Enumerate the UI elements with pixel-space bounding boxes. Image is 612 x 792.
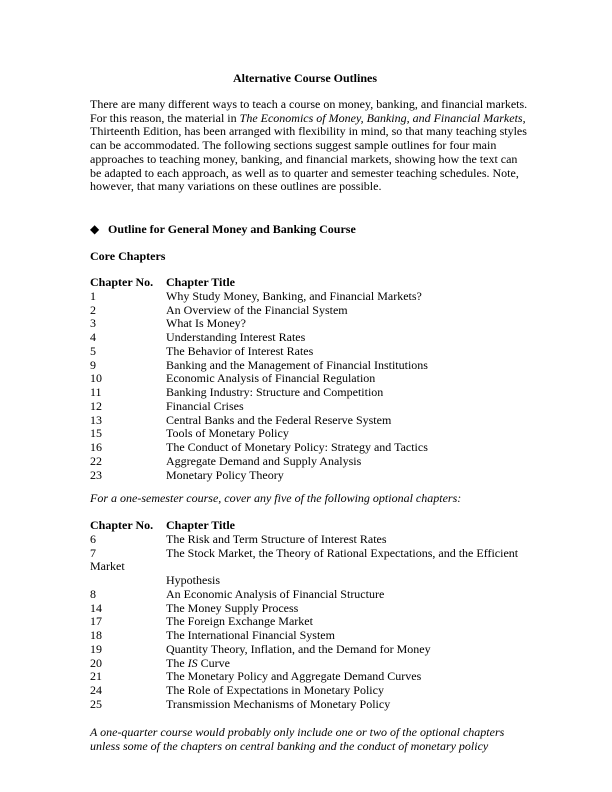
chapter-title: An Overview of the Financial System — [166, 302, 348, 317]
chapter-title: Transmission Mechanisms of Monetary Policy — [166, 696, 391, 711]
optional-chapters-table — [90, 519, 530, 712]
table-row — [90, 290, 530, 304]
chapter-title-pre: The — [166, 655, 188, 670]
col-header-title: Chapter Title — [166, 518, 236, 532]
chapter-title: The Conduct of Monetary Policy: Strategy and Tactics — [166, 440, 428, 454]
chapter-number: 21 — [90, 669, 102, 684]
chapter-number: 22 — [90, 453, 102, 468]
table-row — [90, 359, 530, 373]
table-row — [90, 533, 530, 547]
chapter-number: 8 — [90, 586, 96, 601]
diamond-bullet-icon: ◆ — [90, 222, 100, 236]
table-row — [90, 386, 530, 400]
book-title: The Economics of Money, Banking, and Financial Markets, — [239, 110, 526, 125]
chapter-title: The Stock Market, the Theory of Rational Expectations, and the Efficient — [166, 545, 519, 560]
chapter-number: 14 — [90, 600, 102, 615]
intro-text-part1: There are many different ways to teach a course on money, banking, and financial markets. For this reason, the material in — [90, 97, 528, 125]
table-row — [90, 331, 530, 345]
table-row — [90, 670, 530, 684]
table-header-row — [90, 519, 530, 533]
chapter-title — [166, 657, 230, 671]
chapter-title: The International Financial System — [166, 628, 335, 642]
chapter-title: Tools of Monetary Policy — [166, 426, 289, 441]
chapter-number: 5 — [90, 343, 96, 358]
table-row — [90, 455, 530, 469]
section-title: Outline for General Money and Banking Course — [108, 222, 356, 236]
chapter-number: 10 — [90, 371, 102, 386]
chapter-title: Understanding Interest Rates — [166, 330, 306, 344]
chapter-number: 12 — [90, 398, 102, 413]
chapter-number: 15 — [90, 426, 102, 441]
chapter-title: Banking Industry: Structure and Competition — [166, 385, 384, 399]
page-title: Alternative Course Outlines — [233, 71, 377, 85]
chapter-number: 9 — [90, 357, 96, 372]
chapter-number: 6 — [90, 531, 96, 546]
table-row — [90, 304, 530, 318]
chapter-number: 16 — [90, 440, 102, 454]
table-row — [90, 414, 530, 428]
chapter-number: 1 — [90, 288, 96, 303]
table-row — [90, 372, 530, 386]
intro-text-part2: Thirteenth Edition, has been arranged with flexibility in mind, so that many teaching styles can be accommodated. The following sections suggest sample outlines for four main approaches to teaching money, banking, and financial markets, showing how the text can be adapted to each approach, as well as to quarter and semester teaching schedules. Note, however, that many variations on these outlines are possible. — [90, 124, 527, 194]
table-row — [90, 615, 530, 629]
chapter-number: 2 — [90, 302, 96, 317]
col-header-title: Chapter Title — [166, 275, 236, 289]
chapter-title-continuation: Hypothesis — [166, 573, 220, 587]
chapter-title: Financial Crises — [166, 398, 244, 413]
chapter-number: 3 — [90, 316, 96, 331]
table-row — [90, 547, 530, 561]
table-row — [90, 317, 530, 331]
chapter-number: 19 — [90, 641, 102, 656]
chapter-title-italic: IS — [187, 655, 198, 670]
chapter-title: Why Study Money, Banking, and Financial Markets? — [166, 288, 422, 303]
chapter-number: 4 — [90, 330, 96, 344]
table-row-continuation — [90, 574, 530, 588]
chapter-number: 11 — [90, 385, 102, 399]
core-chapters-table — [90, 276, 530, 482]
chapter-number: 20 — [90, 655, 102, 670]
chapter-title: The Risk and Term Structure of Interest Rates — [166, 531, 387, 546]
chapter-number: 23 — [90, 467, 102, 482]
table-row — [90, 657, 530, 671]
chapter-title: The Behavior of Interest Rates — [166, 343, 314, 358]
table-row — [90, 643, 530, 657]
chapter-title-post: Curve — [197, 655, 230, 670]
chapter-title: Banking and the Management of Financial Institutions — [166, 357, 428, 372]
chapter-title: An Economic Analysis of Financial Structure — [166, 586, 385, 601]
table-row — [90, 588, 530, 602]
col-header-number: Chapter No. — [90, 275, 154, 289]
chapter-title: Monetary Policy Theory — [166, 467, 284, 482]
chapter-title: Quantity Theory, Inflation, and the Demand for Money — [166, 641, 431, 656]
chapter-title: The Money Supply Process — [166, 600, 299, 615]
section-heading — [90, 222, 356, 236]
table-row — [90, 629, 530, 643]
chapter-number: 17 — [90, 614, 102, 629]
semester-note: For a one-semester course, cover any five of the following optional chapters: — [90, 491, 462, 505]
chapter-number: 7 — [90, 545, 96, 560]
table-row — [90, 345, 530, 359]
table-header-row — [90, 276, 530, 290]
col-header-number: Chapter No. — [90, 518, 154, 532]
table-row — [90, 684, 530, 698]
chapter-title: The Monetary Policy and Aggregate Demand Curves — [166, 669, 422, 684]
intro-paragraph — [90, 98, 530, 194]
chapter-title: The Foreign Exchange Market — [166, 614, 313, 629]
quarter-note: A one-quarter course would probably only include one or two of the optional chapters unless some of the chapters on central banking and the conduct of monetary policy — [90, 725, 505, 753]
table-row — [90, 427, 530, 441]
chapter-number: 18 — [90, 628, 102, 642]
chapter-title: The Role of Expectations in Monetary Policy — [166, 683, 384, 697]
chapter-number: 25 — [90, 696, 102, 711]
table-row — [90, 469, 530, 483]
chapter-title: Aggregate Demand and Supply Analysis — [166, 453, 362, 468]
chapter-number: 13 — [90, 412, 102, 427]
chapter-title: What Is Money? — [166, 316, 246, 331]
table-row — [90, 441, 530, 455]
core-chapters-heading: Core Chapters — [90, 249, 166, 263]
table-row — [90, 400, 530, 414]
chapter-title: Central Banks and the Federal Reserve System — [166, 412, 392, 427]
table-row — [90, 698, 530, 712]
table-row — [90, 602, 530, 616]
chapter-number: 24 — [90, 683, 102, 697]
chapter-title-wrap: Market — [90, 559, 125, 574]
chapter-title: Economic Analysis of Financial Regulation — [166, 371, 376, 386]
